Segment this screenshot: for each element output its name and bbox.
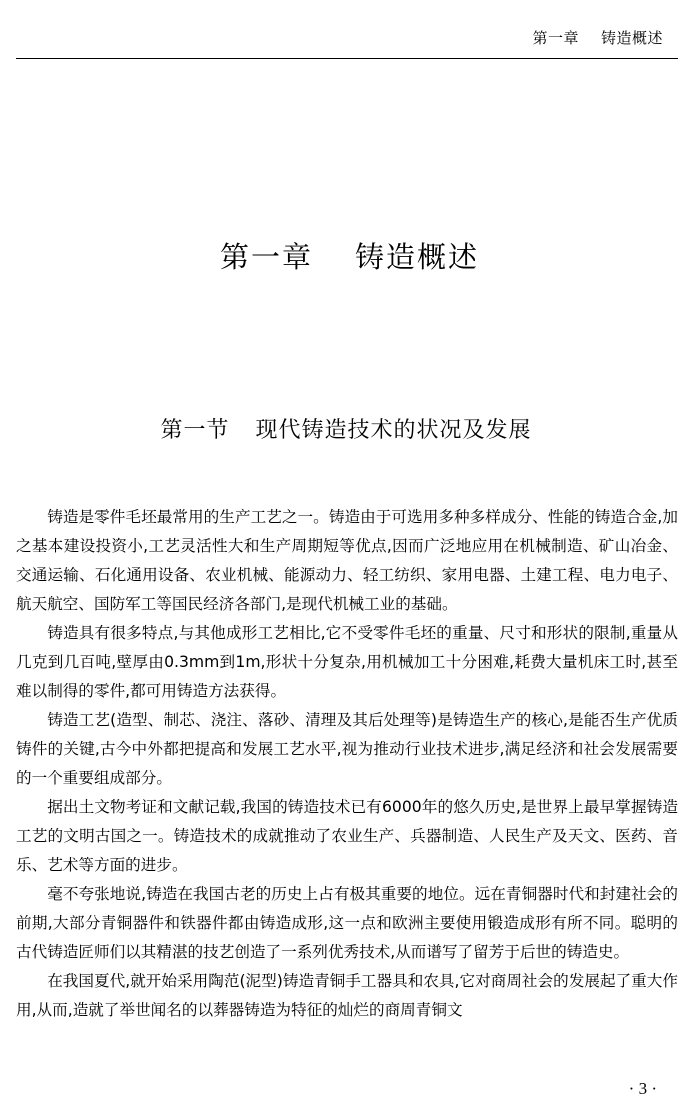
paragraph: 毫不夸张地说,铸造在我国古老的历史上占有极其重要的地位。远在青铜器时代和封建社会的前期,大部分青铜器件和铁器件都由铸造成形,这一点和欧洲主要使用锻造成形有所不同。聪明的古代铸造匠师们以其精湛的技艺创造了一系列优秀技术,从而谱写了留芳于后世的铸造史。 xyxy=(16,885,678,961)
paragraph: 铸造工艺(造型、制芯、浇注、落砂、清理及其后处理等)是铸造生产的核心,是能否生产优质铸件的关键,古今中外都把提高和发展工艺水平,视为推动行业技术进步,满足经济和社会发展需要的一个重要组成部分。 xyxy=(16,711,678,787)
page-number: · 3 · xyxy=(628,1079,657,1098)
running-header-chapter: 第一章 xyxy=(532,29,579,47)
paragraph: 铸造具有很多特点,与其他成形工艺相比,它不受零件毛坯的重量、尺寸和形状的限制,重量从几克到几百吨,壁厚由0.3mm到1m,形状十分复杂,用机械加工十分困难,耗费大量机床工时,甚至难以制得的零件,都可用铸造方法获得。 xyxy=(16,624,678,700)
paragraph: 铸造是零件毛坯最常用的生产工艺之一。铸造由于可选用多种多样成分、性能的铸造合金,加之基本建设投资小,工艺灵活性大和生产周期短等优点,因而广泛地应用在机械制造、矿山冶金、交通运输、石化通用设备、农业机械、能源动力、轻工纺织、家用电器、土建工程、电力电子、航天航空、国防军工等国民经济各部门,是现代机械工业的基础。 xyxy=(16,508,678,613)
chapter-name: 铸造概述 xyxy=(355,240,480,274)
body-text xyxy=(16,503,678,1025)
paragraph: 据出土文物考证和文献记载,我国的铸造技术已有6000年的悠久历史,是世界上最早掌握铸造工艺的文明古国之一。铸造技术的成就推动了农业生产、兵器制造、人民生产及天文、医药、音乐、艺术等方面的进步。 xyxy=(16,798,678,874)
section-name: 现代铸造技术的状况及发展 xyxy=(255,418,532,443)
header-rule xyxy=(16,58,678,59)
paragraph: 在我国夏代,就开始采用陶范(泥型)铸造青铜手工器具和农具,它对商周社会的发展起了重大作用,从而,造就了举世闻名的以葬器铸造为特征的灿烂的商周青铜文 xyxy=(16,972,678,1019)
chapter-title xyxy=(0,235,699,279)
running-header-title: 铸造概述 xyxy=(600,29,663,47)
section-number: 第一节 xyxy=(160,418,230,443)
section-title xyxy=(0,414,692,448)
running-header xyxy=(532,28,663,48)
chapter-number: 第一章 xyxy=(219,240,313,274)
